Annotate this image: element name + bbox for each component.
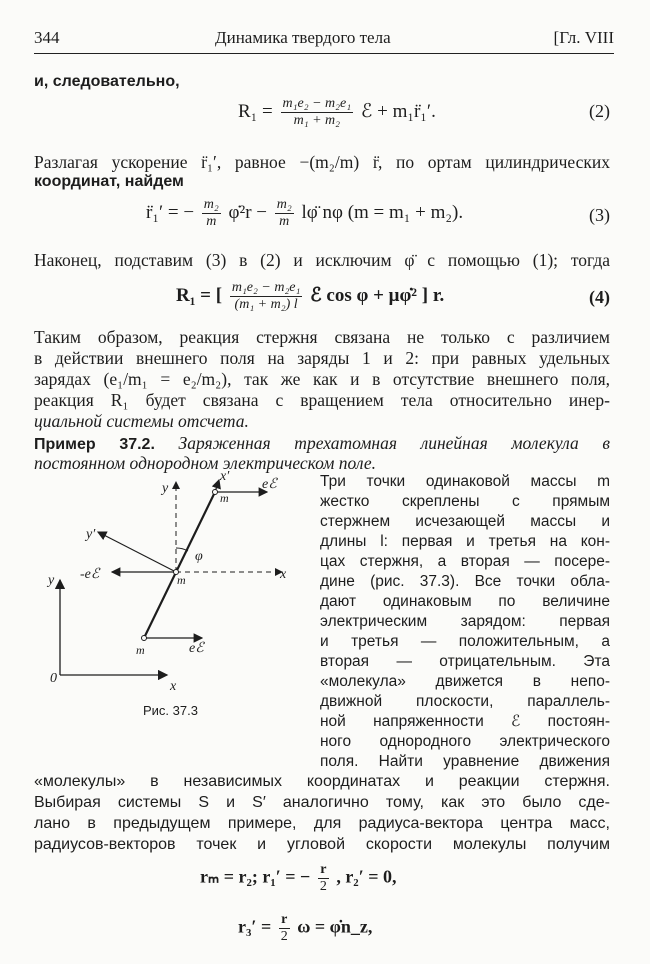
text-line: зарядах (e₁/m₁ = e₂/m₂), так же как и в отсутствие внешнего поля,: [34, 369, 610, 389]
equation-number: (4): [589, 287, 610, 307]
frac-den: m: [279, 214, 290, 229]
label-eE-mid: -eℰ: [80, 567, 100, 582]
text-line: «молекула» движется в непо-: [320, 673, 610, 690]
eq-part: r̈₁′ = −: [146, 201, 195, 223]
eq-part: lφ̈ nφ (m = m₁ + m₂).: [301, 201, 464, 223]
text-line: Три точки одинаковой массы m: [320, 473, 610, 490]
equation-number: (3): [589, 205, 610, 225]
text-line: координат, найдем: [34, 173, 184, 190]
eq-part: r₃′ =: [238, 916, 272, 937]
fraction: [202, 197, 221, 230]
label-phi: φ: [195, 549, 203, 564]
text-line: вторая — отрицательным. Эта: [320, 653, 610, 670]
label-eE-bottom: eℰ: [189, 641, 204, 656]
label-m-mid: m: [177, 573, 186, 587]
text-line: и, следовательно,: [34, 73, 180, 90]
example-heading: [34, 433, 610, 455]
label-x-bottom: x: [170, 679, 177, 694]
frac-den: (m₁ + m₂) l: [234, 297, 298, 312]
label-x-prime: x′: [220, 469, 230, 484]
example-title-cont: постоянном однородном электрическом поле.: [34, 453, 377, 473]
frac-den: m: [206, 214, 217, 229]
equation-number: (2): [589, 101, 610, 121]
label-y-prime: y′: [86, 527, 96, 542]
y-prime-axis: [98, 532, 176, 572]
text-line: реакция R₁ будет связана с вращением тела относительно инер-: [34, 390, 610, 410]
frac-den: 2: [319, 879, 327, 894]
label-m-bottom: m: [136, 643, 145, 657]
fraction: [318, 862, 329, 895]
text-line: жестко скреплены с прямым: [320, 493, 610, 510]
text-line: ного однородного электрического: [320, 733, 610, 750]
text-line: стержнем исчезающей массы и: [320, 513, 610, 530]
equation-4: [176, 280, 444, 313]
text-line: в действии внешнего поля на заряды 1 и 2: при равных удельных: [34, 348, 610, 368]
label-eE-top: eℰ: [262, 477, 277, 492]
text-line: Разлагая ускорение r̈₁′, равное −(m₂/m) r̈, по ортам цилиндрических: [34, 152, 610, 172]
mass-point-top: [213, 490, 218, 495]
page-number: 344: [34, 28, 60, 47]
text-line: «молекулы» в независимых координатах и реакции стержня.: [34, 773, 610, 790]
text-line: цах стержня, а вторая — посере-: [320, 553, 610, 570]
rod: [144, 492, 215, 638]
fraction: [279, 912, 290, 945]
header-rule: [34, 53, 614, 54]
text-line: радиусов-векторов точек и угловой скорости молекулы получим: [34, 836, 610, 853]
frac-den: m₁ + m₂: [293, 113, 340, 128]
text-line: Выбирая системы S и S′ аналогично тому, как это было сде-: [34, 794, 610, 811]
eq-part: R₁ = [: [176, 284, 223, 306]
chapter-label: [Гл. VIII: [553, 28, 614, 47]
text-line: Наконец, подставим (3) в (2) и исключим φ̈ с помощью (1); тогда: [34, 250, 610, 270]
running-title: Динамика твердого тела: [215, 28, 391, 47]
equation-3: [146, 197, 463, 230]
frac-num: m₂: [276, 197, 292, 212]
frac-num: m₁e₂ − m₂e₁: [282, 96, 352, 111]
frac-num: m₁e₂ − m₂e₁: [231, 280, 301, 295]
fraction: [275, 197, 294, 230]
eq-part: ℰ cos φ + μφ̇² ] r.: [310, 284, 445, 306]
text-line: дают одинаковым по величине: [320, 593, 610, 610]
eq-part: R₁ =: [238, 100, 273, 122]
text-line: ной напряженности ℰ постоян-: [320, 713, 610, 730]
label-x-mid: x: [280, 567, 287, 582]
text-line: Таким образом, реакция стержня связана не только с различием: [34, 327, 610, 347]
eq-part: , r₂′ = 0,: [336, 866, 397, 887]
label-y-left: y: [48, 573, 55, 588]
text-line: циальной системы отсчета.: [34, 411, 249, 431]
eq-part: φ̇²r −: [228, 201, 267, 223]
text-line: электрическим зарядом: первая: [320, 613, 610, 630]
frac-den: 2: [280, 929, 288, 944]
figure-37-3: [48, 469, 312, 702]
eq-part: rₘ = r₂; r₁′ = −: [200, 866, 311, 887]
example-title: Заряженная трехатомная линейная молекула в: [178, 433, 611, 453]
equation-6: [238, 912, 372, 945]
example-label: Пример 37.2.: [34, 436, 155, 453]
fraction: [230, 280, 303, 313]
text-line: и третья — положительным, а: [320, 633, 610, 650]
frac-num: m₂: [203, 197, 219, 212]
equation-2: [238, 96, 436, 129]
mass-point-bottom: [142, 636, 147, 641]
text-line: дине (рис. 37.3). Все точки обла-: [320, 573, 610, 590]
fraction: [281, 96, 354, 129]
frac-num: r: [279, 912, 290, 929]
eq-part: ℰ + m₁r̈₁′.: [360, 100, 436, 122]
label-y-top: y: [162, 481, 169, 496]
equation-5: [200, 862, 397, 895]
eq-part: ω = φ̇n_z,: [297, 916, 373, 937]
text-line: длины l: первая и третья на кон-: [320, 533, 610, 550]
text-line: поля. Найти уравнение движения: [320, 753, 610, 770]
text-line: лано в предыдущем примере, для радиуса-вектора центра масс,: [34, 815, 610, 832]
label-origin: 0: [50, 671, 57, 686]
text-line: движной плоскости, параллель-: [320, 693, 610, 710]
frac-num: r: [318, 862, 329, 879]
figure-caption: Рис. 37.3: [143, 703, 198, 718]
label-m-top: m: [220, 491, 229, 505]
